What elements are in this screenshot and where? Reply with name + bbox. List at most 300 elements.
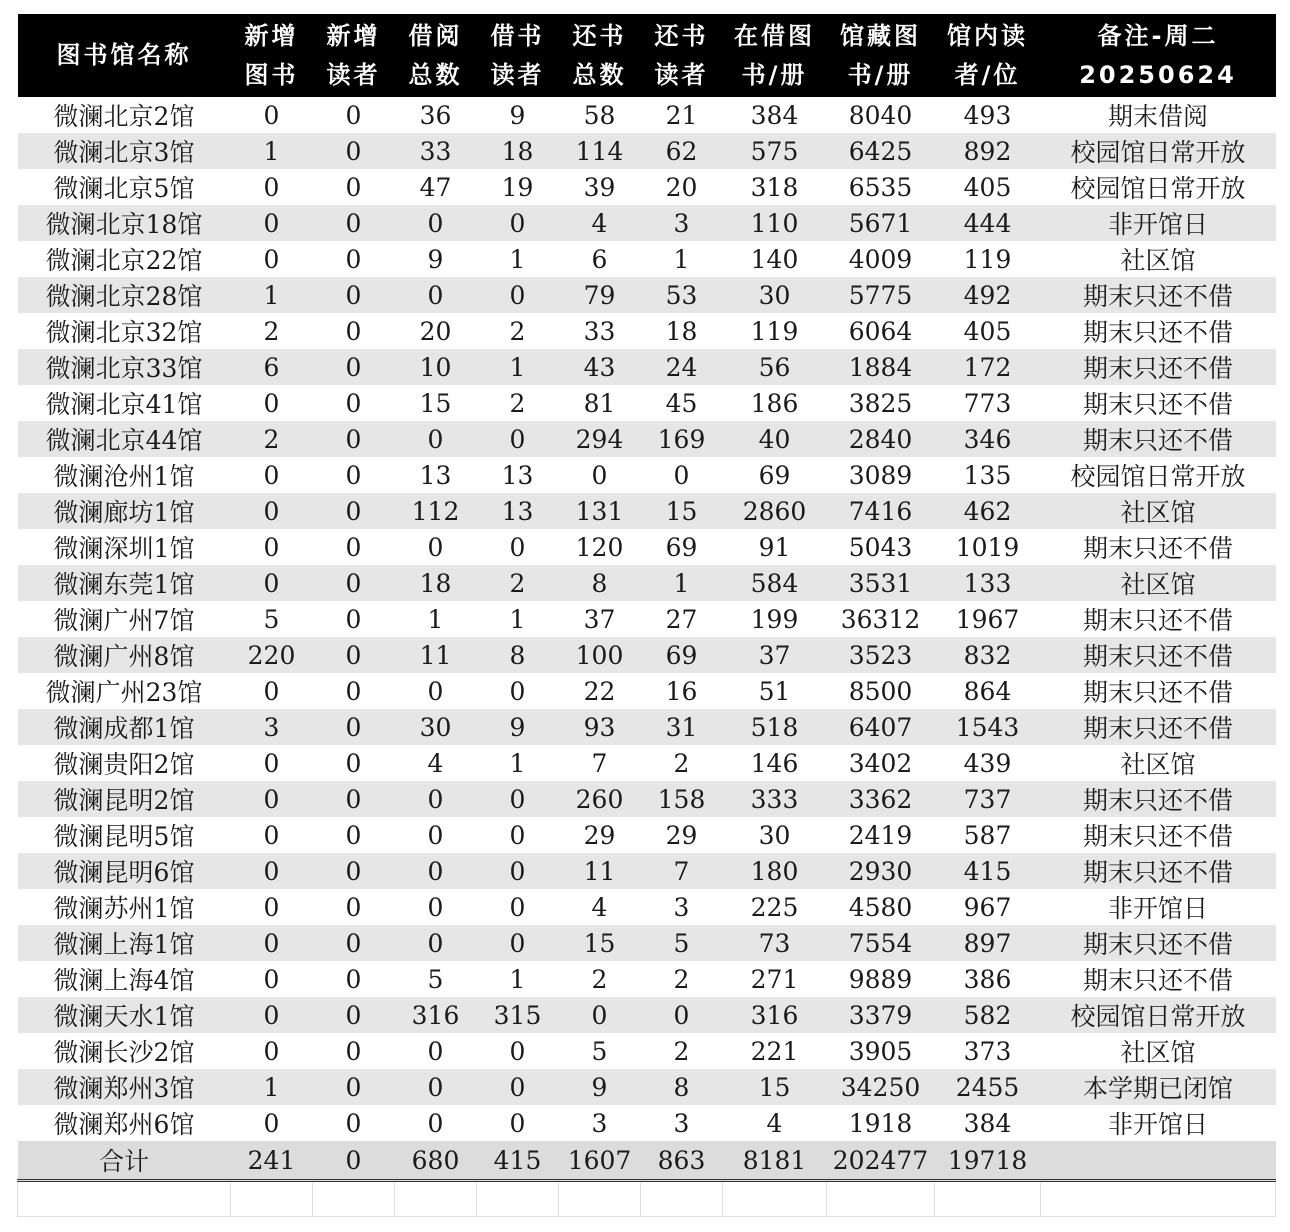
value-cell: 31	[641, 709, 723, 745]
value-cell: 3	[641, 889, 723, 925]
value-cell: 16	[641, 673, 723, 709]
value-cell: 79	[559, 277, 641, 313]
column-header-line: 者/位	[954, 60, 1021, 89]
value-cell: 1884	[827, 349, 935, 385]
value-cell: 0	[477, 889, 559, 925]
value-cell: 0	[313, 493, 395, 529]
library-name-cell: 微澜广州8馆	[18, 637, 231, 673]
value-cell: 346	[935, 421, 1041, 457]
empty-cell	[18, 1181, 231, 1217]
value-cell: 120	[559, 529, 641, 565]
note-cell: 期末只还不借	[1041, 529, 1276, 565]
table-row	[18, 925, 1276, 961]
value-cell: 3825	[827, 385, 935, 421]
library-name-cell: 微澜广州7馆	[18, 601, 231, 637]
total-cell: 19718	[935, 1141, 1041, 1181]
value-cell: 575	[723, 133, 827, 169]
value-cell: 0	[395, 673, 477, 709]
value-cell: 0	[313, 421, 395, 457]
value-cell: 7	[641, 853, 723, 889]
value-cell: 587	[935, 817, 1041, 853]
library-name-cell: 微澜北京44馆	[18, 421, 231, 457]
library-name-cell: 微澜上海4馆	[18, 961, 231, 997]
empty-cell	[723, 1181, 827, 1217]
value-cell: 0	[313, 277, 395, 313]
library-name-cell: 微澜北京22馆	[18, 241, 231, 277]
column-header-line: 新增	[326, 21, 381, 50]
column-header-line: 读者	[490, 60, 545, 89]
note-cell: 期末只还不借	[1041, 385, 1276, 421]
value-cell: 0	[231, 925, 313, 961]
value-cell: 3523	[827, 637, 935, 673]
value-cell: 29	[641, 817, 723, 853]
value-cell: 6425	[827, 133, 935, 169]
value-cell: 1	[231, 133, 313, 169]
spreadsheet	[17, 14, 1275, 1217]
value-cell: 11	[559, 853, 641, 889]
value-cell: 0	[231, 385, 313, 421]
table-row	[18, 1069, 1276, 1105]
value-cell: 4	[395, 745, 477, 781]
note-cell: 期末只还不借	[1041, 781, 1276, 817]
value-cell: 2	[641, 961, 723, 997]
value-cell: 1019	[935, 529, 1041, 565]
table-row	[18, 853, 1276, 889]
library-name-cell: 微澜上海1馆	[18, 925, 231, 961]
value-cell: 20	[395, 313, 477, 349]
note-cell: 非开馆日	[1041, 1105, 1276, 1141]
column-header	[827, 14, 935, 97]
table-row	[18, 961, 1276, 997]
column-header-line: 图书馆名称	[56, 41, 192, 69]
value-cell: 584	[723, 565, 827, 601]
value-cell: 373	[935, 1033, 1041, 1069]
value-cell: 43	[559, 349, 641, 385]
note-cell: 期末只还不借	[1041, 277, 1276, 313]
value-cell: 0	[313, 997, 395, 1033]
value-cell: 13	[395, 457, 477, 493]
column-header-line: 还书	[572, 21, 627, 50]
value-cell: 0	[231, 241, 313, 277]
value-cell: 4	[723, 1105, 827, 1141]
value-cell: 967	[935, 889, 1041, 925]
value-cell: 0	[313, 709, 395, 745]
value-cell: 0	[231, 493, 313, 529]
table-row	[18, 493, 1276, 529]
value-cell: 6064	[827, 313, 935, 349]
library-name-cell: 微澜东莞1馆	[18, 565, 231, 601]
note-cell: 期末只还不借	[1041, 709, 1276, 745]
value-cell: 0	[313, 781, 395, 817]
value-cell: 2	[477, 385, 559, 421]
note-cell: 校园馆日常开放	[1041, 169, 1276, 205]
value-cell: 0	[231, 169, 313, 205]
column-header	[18, 14, 231, 97]
value-cell: 384	[723, 97, 827, 133]
value-cell: 0	[231, 745, 313, 781]
value-cell: 0	[313, 169, 395, 205]
library-name-cell: 微澜廊坊1馆	[18, 493, 231, 529]
table-row	[18, 349, 1276, 385]
value-cell: 1	[477, 349, 559, 385]
value-cell: 22	[559, 673, 641, 709]
value-cell: 0	[313, 1105, 395, 1141]
value-cell: 9	[477, 97, 559, 133]
value-cell: 0	[313, 925, 395, 961]
table-row	[18, 241, 1276, 277]
value-cell: 0	[313, 637, 395, 673]
value-cell: 0	[395, 817, 477, 853]
note-cell: 社区馆	[1041, 493, 1276, 529]
library-name-cell: 微澜广州23馆	[18, 673, 231, 709]
value-cell: 131	[559, 493, 641, 529]
total-cell: 0	[313, 1141, 395, 1181]
value-cell: 0	[395, 1105, 477, 1141]
value-cell: 4	[559, 889, 641, 925]
value-cell: 8	[641, 1069, 723, 1105]
value-cell: 39	[559, 169, 641, 205]
library-name-cell: 微澜北京28馆	[18, 277, 231, 313]
library-name-cell: 微澜北京3馆	[18, 133, 231, 169]
note-cell: 期末只还不借	[1041, 817, 1276, 853]
value-cell: 62	[641, 133, 723, 169]
value-cell: 169	[641, 421, 723, 457]
total-cell: 863	[641, 1141, 723, 1181]
value-cell: 3089	[827, 457, 935, 493]
value-cell: 0	[313, 889, 395, 925]
value-cell: 0	[395, 889, 477, 925]
table-row	[18, 1105, 1276, 1141]
value-cell: 773	[935, 385, 1041, 421]
value-cell: 27	[641, 601, 723, 637]
value-cell: 0	[231, 529, 313, 565]
column-header	[559, 14, 641, 97]
value-cell: 0	[395, 853, 477, 889]
value-cell: 0	[313, 385, 395, 421]
value-cell: 8500	[827, 673, 935, 709]
value-cell: 30	[723, 817, 827, 853]
value-cell: 0	[477, 817, 559, 853]
value-cell: 0	[231, 781, 313, 817]
value-cell: 1	[395, 601, 477, 637]
empty-cell	[395, 1181, 477, 1217]
total-cell: 241	[231, 1141, 313, 1181]
column-header-line: 总数	[408, 60, 463, 89]
table-row	[18, 97, 1276, 133]
value-cell: 5	[395, 961, 477, 997]
empty-cell	[935, 1181, 1041, 1217]
note-cell: 期末只还不借	[1041, 853, 1276, 889]
table-row	[18, 997, 1276, 1033]
value-cell: 6	[231, 349, 313, 385]
value-cell: 114	[559, 133, 641, 169]
value-cell: 864	[935, 673, 1041, 709]
value-cell: 0	[395, 421, 477, 457]
table-row	[18, 421, 1276, 457]
value-cell: 180	[723, 853, 827, 889]
value-cell: 225	[723, 889, 827, 925]
value-cell: 2	[477, 313, 559, 349]
column-header-line: 总数	[572, 60, 627, 89]
value-cell: 3402	[827, 745, 935, 781]
library-name-cell: 微澜深圳1馆	[18, 529, 231, 565]
value-cell: 5775	[827, 277, 935, 313]
value-cell: 0	[313, 1033, 395, 1069]
value-cell: 0	[477, 1105, 559, 1141]
note-cell: 期末只还不借	[1041, 637, 1276, 673]
value-cell: 405	[935, 313, 1041, 349]
value-cell: 0	[395, 925, 477, 961]
value-cell: 0	[477, 205, 559, 241]
library-name-cell: 微澜北京18馆	[18, 205, 231, 241]
value-cell: 24	[641, 349, 723, 385]
value-cell: 18	[395, 565, 477, 601]
value-cell: 19	[477, 169, 559, 205]
library-name-cell: 微澜昆明5馆	[18, 817, 231, 853]
note-cell: 社区馆	[1041, 241, 1276, 277]
value-cell: 0	[477, 781, 559, 817]
value-cell: 3	[231, 709, 313, 745]
note-cell: 期末只还不借	[1041, 349, 1276, 385]
value-cell: 0	[477, 421, 559, 457]
value-cell: 1	[477, 241, 559, 277]
value-cell: 0	[313, 961, 395, 997]
column-header	[231, 14, 313, 97]
table-row	[18, 601, 1276, 637]
value-cell: 384	[935, 1105, 1041, 1141]
note-cell: 校园馆日常开放	[1041, 457, 1276, 493]
value-cell: 386	[935, 961, 1041, 997]
value-cell: 4009	[827, 241, 935, 277]
value-cell: 37	[723, 637, 827, 673]
value-cell: 2	[231, 313, 313, 349]
value-cell: 1	[231, 1069, 313, 1105]
empty-cell	[1041, 1181, 1276, 1217]
note-cell: 校园馆日常开放	[1041, 997, 1276, 1033]
value-cell: 13	[477, 493, 559, 529]
value-cell: 315	[477, 997, 559, 1033]
total-cell	[1041, 1141, 1276, 1181]
value-cell: 3905	[827, 1033, 935, 1069]
table-row	[18, 169, 1276, 205]
column-header	[723, 14, 827, 97]
value-cell: 2840	[827, 421, 935, 457]
value-cell: 0	[477, 673, 559, 709]
value-cell: 0	[559, 997, 641, 1033]
value-cell: 47	[395, 169, 477, 205]
table-row	[18, 457, 1276, 493]
value-cell: 199	[723, 601, 827, 637]
value-cell: 1	[477, 961, 559, 997]
table-row	[18, 889, 1276, 925]
library-name-cell: 微澜苏州1馆	[18, 889, 231, 925]
value-cell: 221	[723, 1033, 827, 1069]
value-cell: 439	[935, 745, 1041, 781]
value-cell: 0	[231, 889, 313, 925]
value-cell: 15	[559, 925, 641, 961]
value-cell: 0	[641, 997, 723, 1033]
column-header-line: 备注-周二	[1097, 21, 1219, 50]
value-cell: 58	[559, 97, 641, 133]
value-cell: 0	[231, 565, 313, 601]
total-row	[18, 1141, 1276, 1181]
value-cell: 3379	[827, 997, 935, 1033]
note-cell: 非开馆日	[1041, 205, 1276, 241]
note-cell: 期末只还不借	[1041, 313, 1276, 349]
value-cell: 0	[231, 457, 313, 493]
value-cell: 158	[641, 781, 723, 817]
value-cell: 0	[477, 1033, 559, 1069]
value-cell: 69	[641, 637, 723, 673]
value-cell: 45	[641, 385, 723, 421]
note-cell: 期末只还不借	[1041, 421, 1276, 457]
value-cell: 73	[723, 925, 827, 961]
value-cell: 5043	[827, 529, 935, 565]
value-cell: 6535	[827, 169, 935, 205]
library-name-cell: 微澜郑州3馆	[18, 1069, 231, 1105]
value-cell: 7554	[827, 925, 935, 961]
value-cell: 56	[723, 349, 827, 385]
value-cell: 91	[723, 529, 827, 565]
empty-cell	[827, 1181, 935, 1217]
column-header-line: 馆内读	[947, 21, 1028, 50]
value-cell: 518	[723, 709, 827, 745]
note-cell: 期末只还不借	[1041, 673, 1276, 709]
library-name-cell: 微澜北京2馆	[18, 97, 231, 133]
value-cell: 333	[723, 781, 827, 817]
value-cell: 492	[935, 277, 1041, 313]
value-cell: 316	[723, 997, 827, 1033]
value-cell: 2	[231, 421, 313, 457]
table-row	[18, 277, 1276, 313]
value-cell: 53	[641, 277, 723, 313]
value-cell: 0	[313, 205, 395, 241]
value-cell: 37	[559, 601, 641, 637]
column-header-line: 20250624	[1079, 60, 1237, 89]
value-cell: 0	[313, 745, 395, 781]
value-cell: 0	[231, 997, 313, 1033]
value-cell: 316	[395, 997, 477, 1033]
value-cell: 444	[935, 205, 1041, 241]
total-cell: 8181	[723, 1141, 827, 1181]
total-cell: 202477	[827, 1141, 935, 1181]
column-header	[935, 14, 1041, 97]
table-body	[18, 97, 1276, 1141]
value-cell: 0	[313, 1069, 395, 1105]
value-cell: 18	[477, 133, 559, 169]
note-cell: 期末只还不借	[1041, 601, 1276, 637]
value-cell: 1	[477, 601, 559, 637]
value-cell: 3	[641, 205, 723, 241]
value-cell: 9889	[827, 961, 935, 997]
table-row	[18, 673, 1276, 709]
value-cell: 146	[723, 745, 827, 781]
value-cell: 0	[395, 277, 477, 313]
column-header-line: 还书	[654, 21, 709, 50]
library-name-cell: 微澜成都1馆	[18, 709, 231, 745]
value-cell: 0	[477, 277, 559, 313]
value-cell: 5671	[827, 205, 935, 241]
value-cell: 0	[313, 565, 395, 601]
value-cell: 0	[477, 1069, 559, 1105]
value-cell: 1	[231, 277, 313, 313]
value-cell: 5	[641, 925, 723, 961]
value-cell: 0	[231, 853, 313, 889]
value-cell: 40	[723, 421, 827, 457]
empty-cell	[477, 1181, 559, 1217]
value-cell: 36312	[827, 601, 935, 637]
library-name-cell: 微澜贵阳2馆	[18, 745, 231, 781]
value-cell: 112	[395, 493, 477, 529]
value-cell: 93	[559, 709, 641, 745]
library-name-cell: 微澜北京5馆	[18, 169, 231, 205]
value-cell: 2	[477, 565, 559, 601]
note-cell: 校园馆日常开放	[1041, 133, 1276, 169]
value-cell: 18	[641, 313, 723, 349]
value-cell: 1543	[935, 709, 1041, 745]
table-row	[18, 637, 1276, 673]
value-cell: 7	[559, 745, 641, 781]
value-cell: 8040	[827, 97, 935, 133]
value-cell: 737	[935, 781, 1041, 817]
table-row	[18, 817, 1276, 853]
value-cell: 1	[641, 565, 723, 601]
value-cell: 0	[313, 673, 395, 709]
value-cell: 2	[641, 745, 723, 781]
value-cell: 135	[935, 457, 1041, 493]
value-cell: 2860	[723, 493, 827, 529]
value-cell: 415	[935, 853, 1041, 889]
column-header-line: 在借图	[734, 21, 815, 50]
value-cell: 5	[559, 1033, 641, 1069]
value-cell: 0	[313, 241, 395, 277]
value-cell: 8	[477, 637, 559, 673]
value-cell: 4	[559, 205, 641, 241]
value-cell: 318	[723, 169, 827, 205]
value-cell: 3362	[827, 781, 935, 817]
total-cell: 1607	[559, 1141, 641, 1181]
value-cell: 69	[723, 457, 827, 493]
value-cell: 20	[641, 169, 723, 205]
value-cell: 30	[395, 709, 477, 745]
value-cell: 0	[313, 853, 395, 889]
value-cell: 0	[313, 133, 395, 169]
value-cell: 9	[395, 241, 477, 277]
library-name-cell: 微澜昆明2馆	[18, 781, 231, 817]
value-cell: 9	[559, 1069, 641, 1105]
library-name-cell: 微澜北京41馆	[18, 385, 231, 421]
value-cell: 2455	[935, 1069, 1041, 1105]
table-row	[18, 529, 1276, 565]
value-cell: 1	[641, 241, 723, 277]
table-row	[18, 745, 1276, 781]
column-header-line: 馆藏图	[840, 21, 921, 50]
value-cell: 3531	[827, 565, 935, 601]
empty-cell	[559, 1181, 641, 1217]
column-header	[395, 14, 477, 97]
value-cell: 172	[935, 349, 1041, 385]
value-cell: 832	[935, 637, 1041, 673]
column-header-line: 新增	[244, 21, 299, 50]
header-row	[18, 14, 1276, 97]
note-cell: 非开馆日	[1041, 889, 1276, 925]
value-cell: 0	[313, 529, 395, 565]
value-cell: 110	[723, 205, 827, 241]
value-cell: 0	[395, 1033, 477, 1069]
value-cell: 2419	[827, 817, 935, 853]
value-cell: 271	[723, 961, 827, 997]
value-cell: 10	[395, 349, 477, 385]
